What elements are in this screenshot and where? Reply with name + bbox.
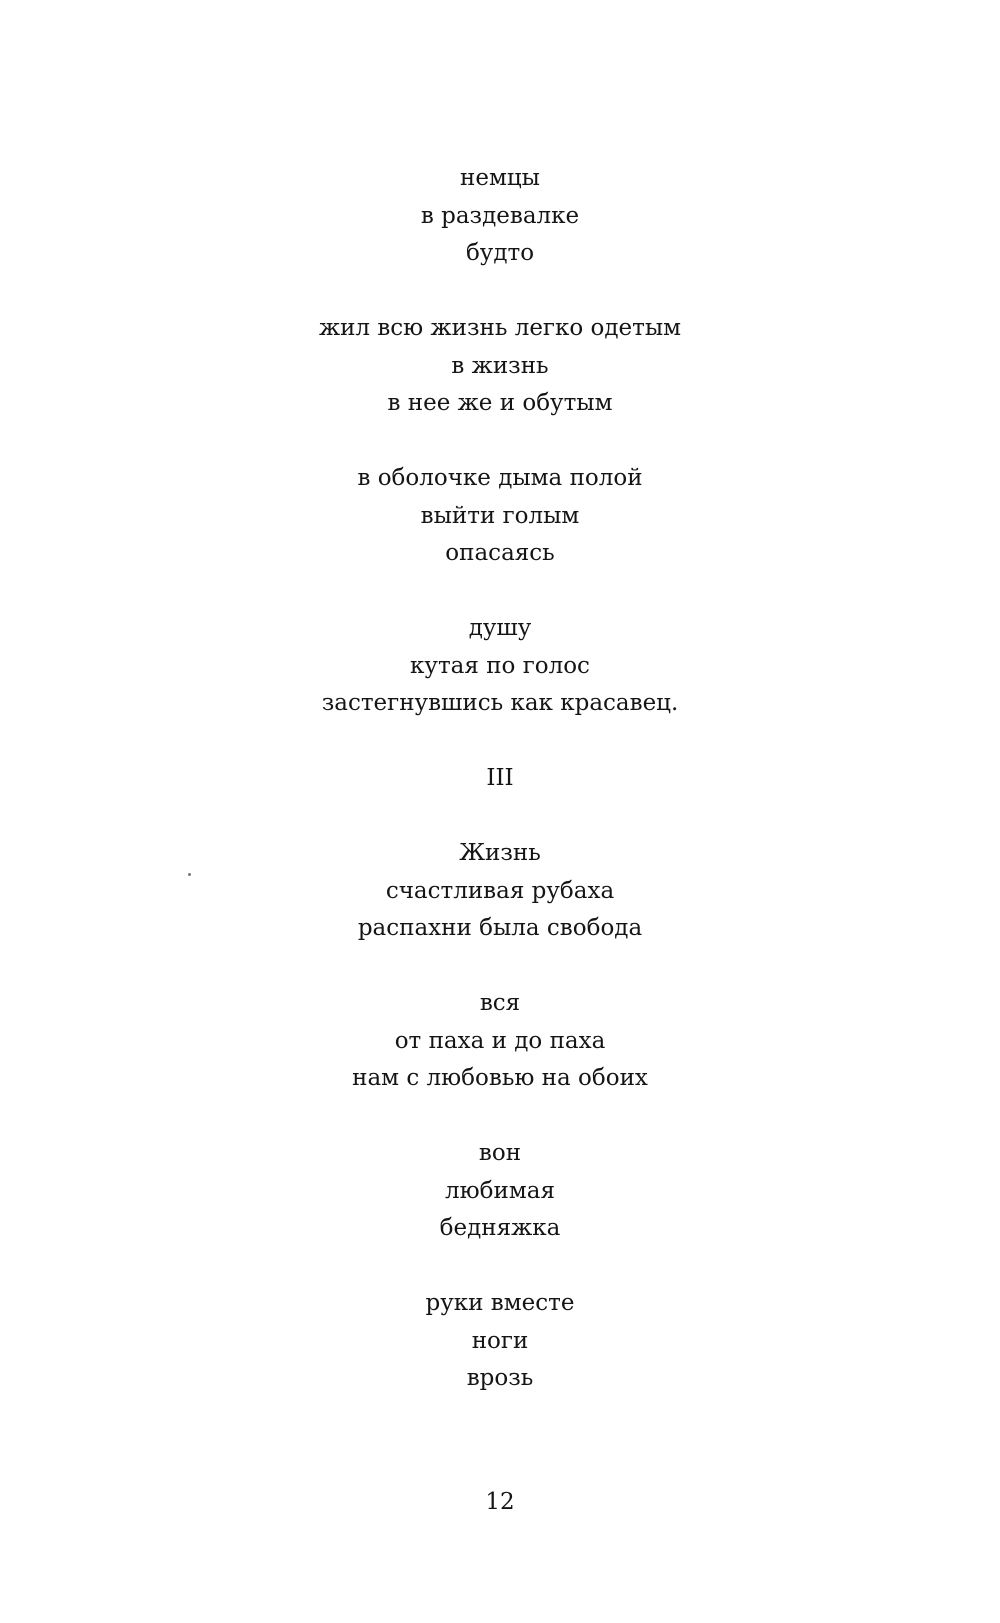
poem-line: нам с любовью на обоих (352, 1065, 648, 1091)
stanza-8 (0, 1285, 1000, 1398)
poem-line: будто (465, 240, 535, 266)
poem-line: опасаясь (445, 540, 555, 566)
section-numeral: III (486, 765, 514, 791)
poem-line: застегнувшись как красавец. (321, 690, 679, 716)
poem-line: в нее же и обутым (387, 390, 613, 416)
page-number: 12 (485, 1489, 515, 1515)
stanza-1 (0, 160, 1000, 273)
poem-line: счастливая рубаха (385, 877, 615, 904)
poem-line: немцы (460, 165, 540, 191)
poem-text (0, 160, 1000, 1398)
poem-line: вон (478, 1140, 522, 1166)
stanza-3 (0, 460, 1000, 573)
poem-line: врозь (466, 1365, 534, 1391)
poem-line: Жизнь (459, 840, 541, 866)
stanza-6 (0, 985, 1000, 1098)
stanza-4 (0, 610, 1000, 723)
poem-line: вся (479, 990, 521, 1016)
poem-line: бедняжка (439, 1215, 561, 1241)
poem-line: от паха и до паха (394, 1027, 606, 1054)
stanza-7 (0, 1135, 1000, 1248)
poem-line: ноги (471, 1327, 529, 1354)
poem-line: руки вместе (425, 1290, 575, 1316)
poem-line: жил всю жизнь легко одетым (318, 315, 682, 341)
poem-line: выйти голым (420, 502, 580, 529)
scan-speck (188, 873, 191, 876)
stanza-5 (0, 835, 1000, 948)
poem-line: душу (468, 615, 532, 641)
poem-line: распахни была свобода (357, 915, 643, 941)
poem-line: любимая (445, 1177, 555, 1204)
stanza-2 (0, 310, 1000, 423)
poem-line: в жизнь (451, 352, 549, 379)
poem-line: в оболочке дыма полой (357, 465, 643, 491)
poem-line: в раздевалке (420, 202, 580, 229)
section-heading (0, 760, 1000, 798)
poem-line: кутая по голос (410, 652, 590, 679)
